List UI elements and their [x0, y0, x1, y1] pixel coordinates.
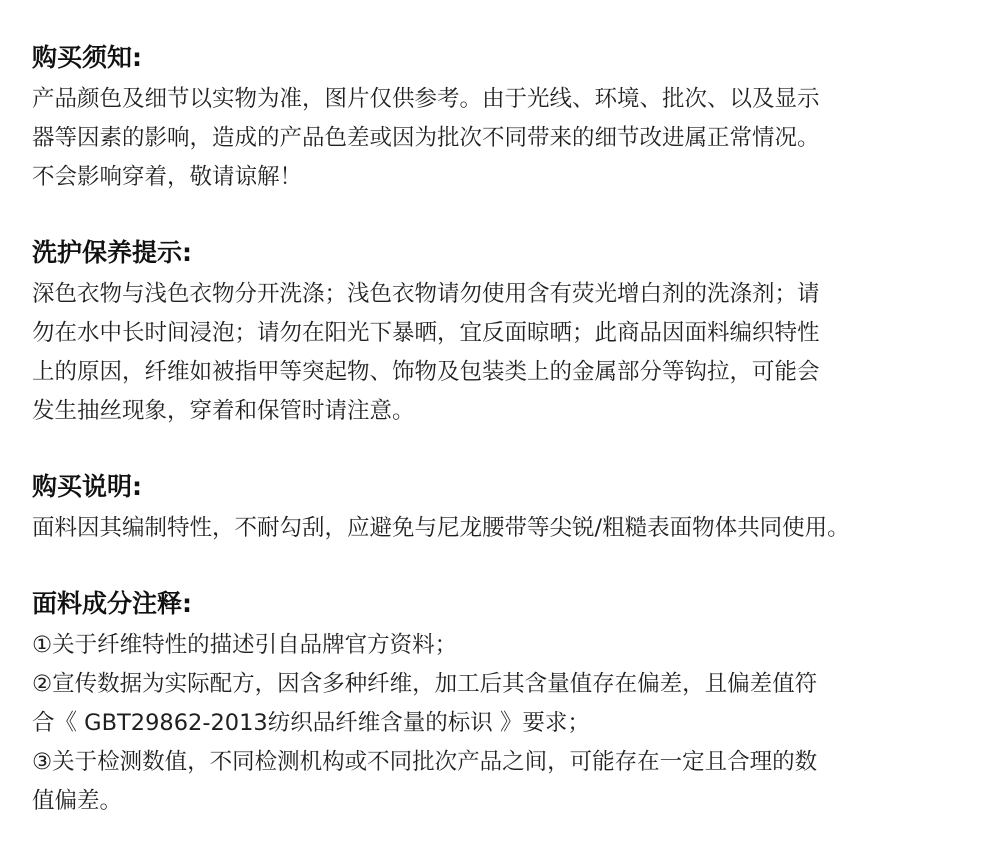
- purchase-notice-heading: 购买须知:: [32, 43, 142, 72]
- fabric-composition-line: ①关于纤维特性的描述引自品牌官方资料；: [32, 632, 458, 658]
- care-tips-line: 发生抽丝现象，穿着和保管时请注意。: [32, 398, 415, 424]
- purchase-notice-line: 产品颜色及细节以实物为准，图片仅供参考。由于光线、环境、批次、以及显示: [32, 86, 820, 112]
- purchase-explanation-heading: 购买说明:: [32, 472, 142, 501]
- care-tips-line: 上的原因，纤维如被指甲等突起物、饰物及包装类上的金属部分等钩拉，可能会: [32, 359, 820, 385]
- section-spacer: [32, 197, 960, 233]
- purchase-notice-section: [32, 38, 960, 197]
- care-tips-line: 勿在水中长时间浸泡；请勿在阳光下暴晒，宜反面晾晒；此商品因面料编织特性: [32, 320, 820, 346]
- fabric-composition-line: ③关于检测数值，不同检测机构或不同批次产品之间，可能存在一定且合理的数: [32, 749, 818, 775]
- care-tips-line: 深色衣物与浅色衣物分开洗涤；浅色衣物请勿使用含有荧光增白剂的洗涤剂；请: [32, 281, 820, 307]
- care-tips-heading: 洗护保养提示:: [32, 238, 192, 267]
- fabric-composition-line: 值偏差。: [32, 788, 123, 814]
- care-tips-section: [32, 233, 960, 431]
- section-spacer: [32, 431, 960, 467]
- section-spacer: [32, 548, 960, 584]
- fabric-composition-line: ②宣传数据为实际配方，因含多种纤维，加工后其含量值存在偏差，且偏差值符: [32, 671, 818, 697]
- fabric-composition-heading: 面料成分注释:: [32, 589, 192, 618]
- purchase-notice-line: 器等因素的影响，造成的产品色差或因为批次不同带来的细节改进属正常情况。: [32, 125, 820, 151]
- fabric-composition-line: 合《 GBT29862-2013纺织品纤维含量的标识 》要求；: [32, 710, 590, 736]
- purchase-explanation-line: 面料因其编制特性，不耐勾刮，应避免与尼龙腰带等尖锐/粗糙表面物体共同使用。: [32, 515, 850, 541]
- purchase-notice-line: 不会影响穿着，敬请谅解！: [32, 164, 303, 190]
- purchase-explanation-section: [32, 467, 960, 548]
- fabric-composition-section: [32, 584, 960, 821]
